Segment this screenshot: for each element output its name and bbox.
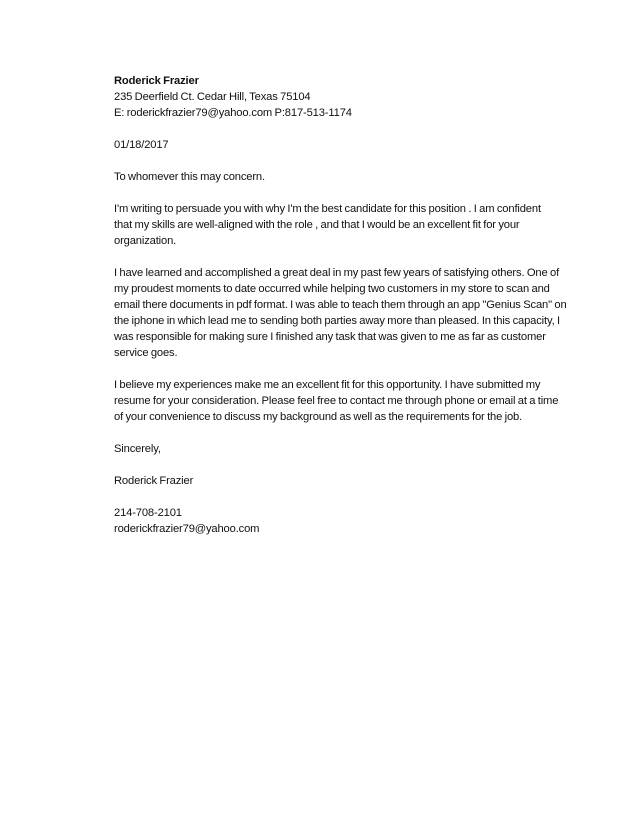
paragraph-line: I have learned and accomplished a great deal in my past few years of satisfying others. One of <box>114 267 560 279</box>
paragraph-line: the iphone in which lead me to sending both parties away more than pleased. In this capacity, I <box>114 315 560 327</box>
paragraph-line: of your convenience to discuss my background as well as the requirements for the job. <box>114 411 523 423</box>
letter-date: 01/18/2017 <box>114 139 169 151</box>
cover-letter <box>114 73 584 537</box>
closing: Sincerely, <box>114 443 161 455</box>
footer-email: roderickfrazier79@yahoo.com <box>114 523 260 535</box>
sender-address: 235 Deerfield Ct. Cedar Hill, Texas 75104 <box>114 91 311 103</box>
sender-name: Roderick Frazier <box>114 75 199 87</box>
sender-header <box>114 73 584 121</box>
paragraph-line: organization. <box>114 235 177 247</box>
paragraph-line: I'm writing to persuade you with why I'm the best candidate for this position . I am confident <box>114 203 541 215</box>
footer-phone: 214-708-2101 <box>114 507 182 519</box>
contact-footer <box>114 505 584 537</box>
paragraph-line: service goes. <box>114 347 178 359</box>
paragraph-line: resume for your consideration. Please feel free to contact me through phone or email at a time <box>114 395 559 407</box>
paragraph-line: email there documents in pdf format. I was able to teach them through an app "Genius Scan" on <box>114 299 567 311</box>
paragraph-line: my proudest moments to date occurred while helping two customers in my store to scan and <box>114 283 550 295</box>
sender-contact: E: roderickfrazier79@yahoo.com P:817-513-1174 <box>114 107 352 119</box>
signature-name: Roderick Frazier <box>114 475 194 487</box>
paragraph-line: that my skills are well-aligned with the role , and that I would be an excellent fit for your <box>114 219 520 231</box>
paragraph-line: I believe my experiences make me an excellent fit for this opportunity. I have submitted my <box>114 379 541 391</box>
body-paragraph-3 <box>114 377 584 425</box>
body-paragraph-1 <box>114 201 584 249</box>
salutation: To whomever this may concern. <box>114 171 265 183</box>
body-paragraph-2 <box>114 265 584 361</box>
paragraph-line: was responsible for making sure I finished any task that was given to me as far as customer <box>114 331 546 343</box>
